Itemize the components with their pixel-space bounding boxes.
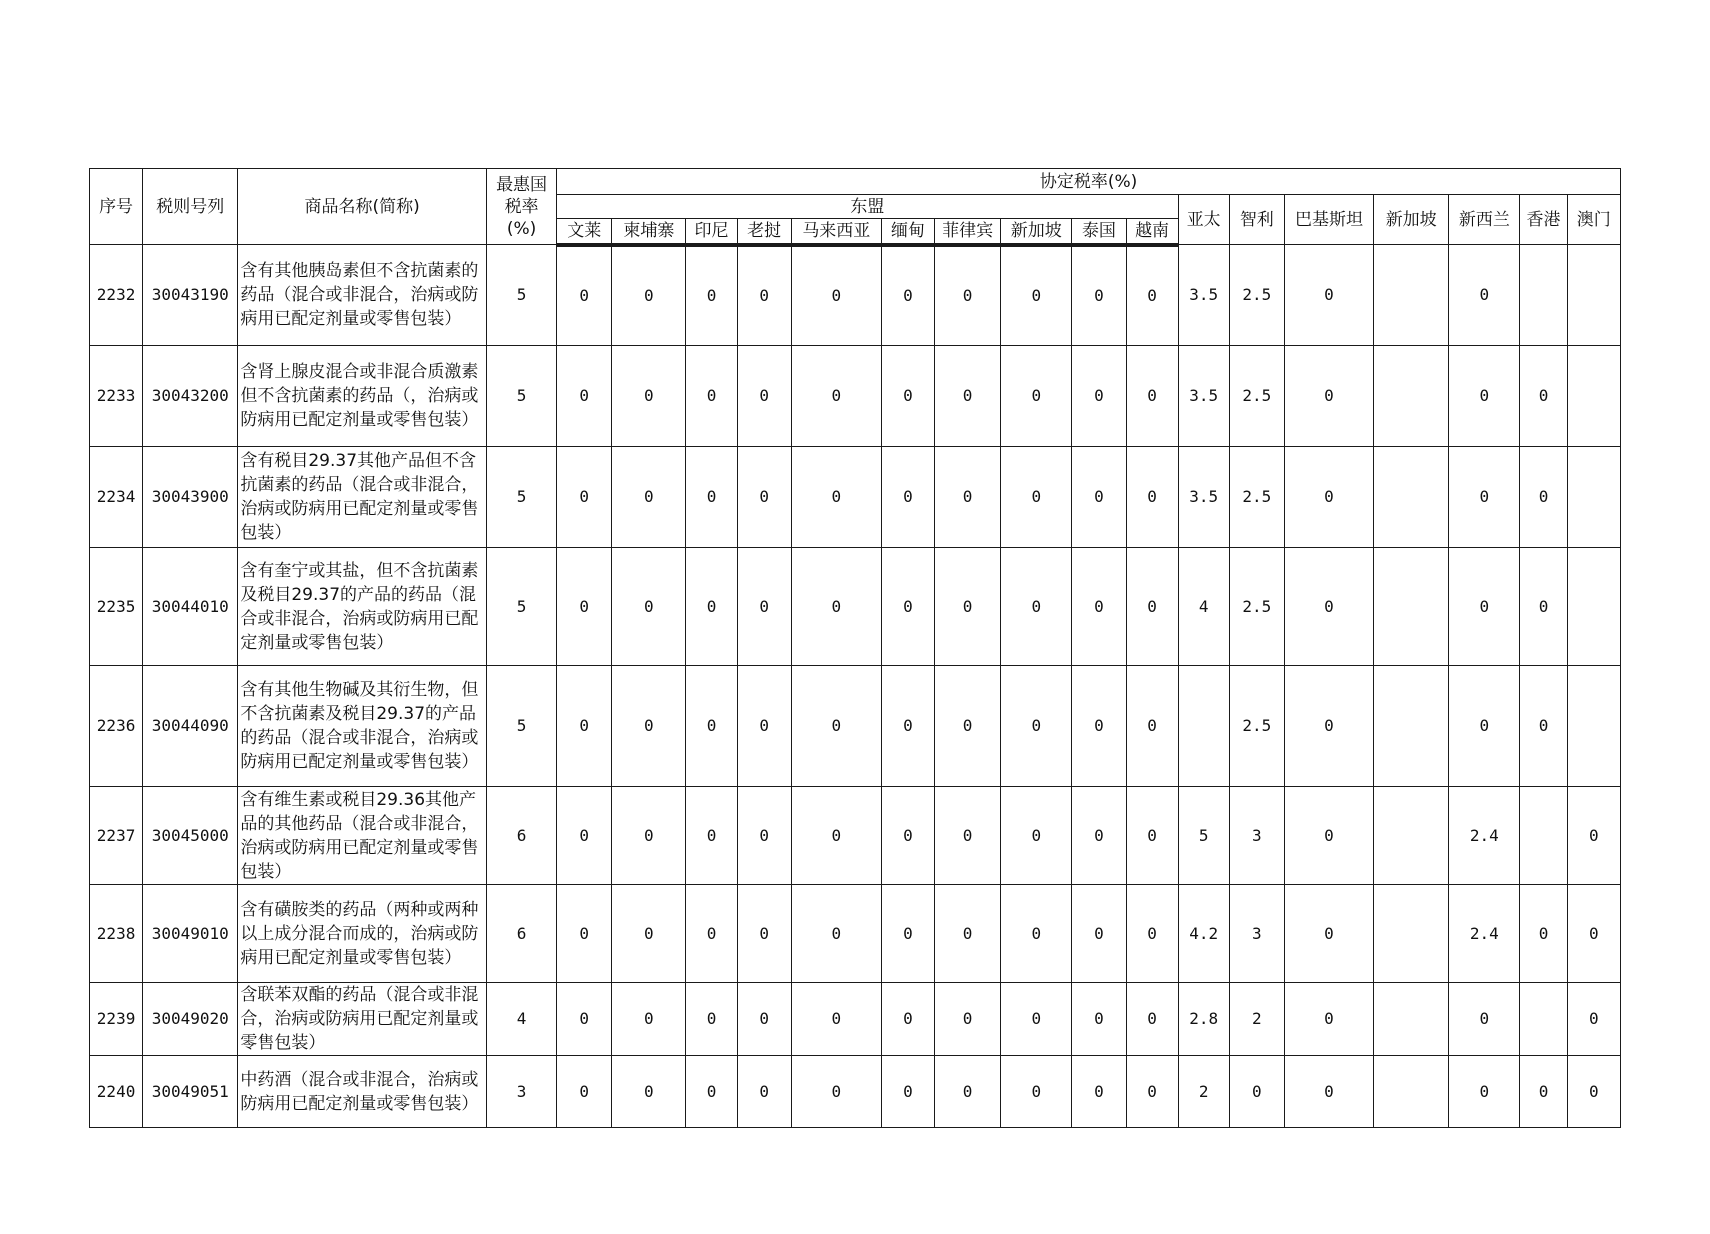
row-name: 含有其他胰岛素但不含抗菌素的药品（混合或非混合，治病或防病用已配定剂量或零售包装） <box>238 245 487 346</box>
row-other-rate: 0 <box>1520 346 1567 447</box>
row-asean-rate: 0 <box>612 787 686 885</box>
row-tariff-code: 30049020 <box>143 983 238 1056</box>
row-asean-rate: 0 <box>935 245 1001 346</box>
row-other-rate: 0 <box>1520 447 1567 548</box>
row-other-rate: 2 <box>1178 1056 1229 1128</box>
row-seq: 2232 <box>90 245 143 346</box>
row-asean-rate: 0 <box>881 885 934 983</box>
row-asean-rate: 0 <box>791 447 881 548</box>
row-seq: 2235 <box>90 548 143 666</box>
row-name: 含肾上腺皮混合或非混合质激素但不含抗菌素的药品（，治病或防病用已配定剂量或零售包装） <box>238 346 487 447</box>
row-asean-rate: 0 <box>686 1056 737 1128</box>
row-asean-rate: 0 <box>1126 885 1178 983</box>
row-asean-rate: 0 <box>1126 983 1178 1056</box>
row-other-rate: 0 <box>1567 787 1620 885</box>
row-asean-rate: 0 <box>1072 245 1126 346</box>
row-asean-rate: 0 <box>935 983 1001 1056</box>
row-asean-rate: 0 <box>1072 548 1126 666</box>
header-other: 智利 <box>1229 195 1284 245</box>
row-other-rate: 2.4 <box>1449 787 1520 885</box>
table-row <box>90 1056 1621 1128</box>
header-asean-country: 文莱 <box>557 219 612 245</box>
table-row <box>90 245 1621 346</box>
row-asean-rate: 0 <box>881 245 934 346</box>
row-other-rate: 0 <box>1449 346 1520 447</box>
row-seq: 2237 <box>90 787 143 885</box>
row-asean-rate: 0 <box>737 983 791 1056</box>
row-other-rate <box>1374 983 1449 1056</box>
header-agreement: 协定税率(%) <box>557 169 1621 195</box>
header-asean-country: 越南 <box>1126 219 1178 245</box>
header-asean: 东盟 <box>557 195 1178 219</box>
row-other-rate: 2.4 <box>1449 885 1520 983</box>
row-mfn-rate: 6 <box>486 885 556 983</box>
row-other-rate: 0 <box>1449 983 1520 1056</box>
row-asean-rate: 0 <box>686 245 737 346</box>
row-other-rate <box>1374 346 1449 447</box>
row-asean-rate: 0 <box>791 1056 881 1128</box>
row-other-rate: 0 <box>1284 885 1373 983</box>
row-asean-rate: 0 <box>1126 447 1178 548</box>
header-other: 巴基斯坦 <box>1284 195 1373 245</box>
row-asean-rate: 0 <box>612 666 686 787</box>
header-asean-country: 老挝 <box>737 219 791 245</box>
header-other: 新西兰 <box>1449 195 1520 245</box>
row-asean-rate: 0 <box>1072 885 1126 983</box>
row-name: 含有磺胺类的药品（两种或两种以上成分混合而成的，治病或防病用已配定剂量或零售包装） <box>238 885 487 983</box>
row-asean-rate: 0 <box>737 1056 791 1128</box>
row-mfn-rate: 3 <box>486 1056 556 1128</box>
row-other-rate <box>1567 666 1620 787</box>
row-mfn-rate: 5 <box>486 245 556 346</box>
row-asean-rate: 0 <box>791 548 881 666</box>
row-asean-rate: 0 <box>612 245 686 346</box>
table-row <box>90 885 1621 983</box>
row-mfn-rate: 5 <box>486 346 556 447</box>
header-other: 新加坡 <box>1374 195 1449 245</box>
row-asean-rate: 0 <box>1001 1056 1072 1128</box>
table-row <box>90 447 1621 548</box>
row-other-rate <box>1567 548 1620 666</box>
row-asean-rate: 0 <box>557 787 612 885</box>
row-other-rate: 0 <box>1449 1056 1520 1128</box>
table-header <box>90 169 1621 245</box>
row-other-rate: 2.5 <box>1229 245 1284 346</box>
row-other-rate <box>1520 787 1567 885</box>
row-asean-rate: 0 <box>557 666 612 787</box>
row-other-rate <box>1374 447 1449 548</box>
row-other-rate <box>1567 245 1620 346</box>
header-asean-country: 柬埔寨 <box>612 219 686 245</box>
header-asean-country: 马来西亚 <box>791 219 881 245</box>
row-other-rate: 0 <box>1520 548 1567 666</box>
row-asean-rate: 0 <box>1126 787 1178 885</box>
row-asean-rate: 0 <box>881 346 934 447</box>
row-other-rate: 2.5 <box>1229 548 1284 666</box>
header-other: 亚太 <box>1178 195 1229 245</box>
row-other-rate: 4.2 <box>1178 885 1229 983</box>
row-other-rate: 5 <box>1178 787 1229 885</box>
row-asean-rate: 0 <box>791 346 881 447</box>
table-row <box>90 346 1621 447</box>
row-asean-rate: 0 <box>1001 787 1072 885</box>
table-row <box>90 666 1621 787</box>
header-seq: 序号 <box>90 169 143 245</box>
row-asean-rate: 0 <box>557 245 612 346</box>
row-tariff-code: 30043200 <box>143 346 238 447</box>
row-other-rate: 0 <box>1284 346 1373 447</box>
row-asean-rate: 0 <box>686 787 737 885</box>
row-seq: 2238 <box>90 885 143 983</box>
row-asean-rate: 0 <box>791 983 881 1056</box>
row-tariff-code: 30043190 <box>143 245 238 346</box>
row-asean-rate: 0 <box>881 447 934 548</box>
row-other-rate: 0 <box>1284 548 1373 666</box>
header-asean-country: 菲律宾 <box>935 219 1001 245</box>
header-asean-country: 印尼 <box>686 219 737 245</box>
row-seq: 2234 <box>90 447 143 548</box>
row-asean-rate: 0 <box>557 983 612 1056</box>
row-mfn-rate: 4 <box>486 983 556 1056</box>
row-asean-rate: 0 <box>737 548 791 666</box>
row-other-rate: 3.5 <box>1178 245 1229 346</box>
row-asean-rate: 0 <box>686 885 737 983</box>
header-mfn: 最惠国税率(%) <box>486 169 556 245</box>
row-other-rate: 0 <box>1284 1056 1373 1128</box>
row-seq: 2240 <box>90 1056 143 1128</box>
row-asean-rate: 0 <box>737 346 791 447</box>
row-asean-rate: 0 <box>557 447 612 548</box>
row-asean-rate: 0 <box>686 346 737 447</box>
row-other-rate <box>1567 346 1620 447</box>
row-asean-rate: 0 <box>881 787 934 885</box>
row-asean-rate: 0 <box>737 245 791 346</box>
header-asean-country: 新加坡 <box>1001 219 1072 245</box>
row-asean-rate: 0 <box>1072 447 1126 548</box>
row-asean-rate: 0 <box>935 666 1001 787</box>
row-asean-rate: 0 <box>935 787 1001 885</box>
row-asean-rate: 0 <box>935 1056 1001 1128</box>
row-asean-rate: 0 <box>935 346 1001 447</box>
row-asean-rate: 0 <box>557 548 612 666</box>
row-asean-rate: 0 <box>612 885 686 983</box>
row-asean-rate: 0 <box>791 245 881 346</box>
row-asean-rate: 0 <box>881 1056 934 1128</box>
row-name: 含有税目29.37其他产品但不含抗菌素的药品（混合或非混合，治病或防病用已配定剂量或零售包装） <box>238 447 487 548</box>
row-other-rate: 0 <box>1567 983 1620 1056</box>
row-other-rate: 3 <box>1229 787 1284 885</box>
row-asean-rate: 0 <box>737 885 791 983</box>
row-other-rate <box>1567 447 1620 548</box>
row-asean-rate: 0 <box>791 787 881 885</box>
row-name: 含有奎宁或其盐，但不含抗菌素及税目29.37的产品的药品（混合或非混合，治病或防病用已配定剂量或零售包装） <box>238 548 487 666</box>
header-other: 澳门 <box>1567 195 1620 245</box>
row-name: 中药酒（混合或非混合，治病或防病用已配定剂量或零售包装） <box>238 1056 487 1128</box>
row-tariff-code: 30049010 <box>143 885 238 983</box>
row-seq: 2239 <box>90 983 143 1056</box>
row-other-rate: 2.5 <box>1229 666 1284 787</box>
row-other-rate: 0 <box>1567 1056 1620 1128</box>
row-other-rate: 2 <box>1229 983 1284 1056</box>
row-other-rate: 2.5 <box>1229 447 1284 548</box>
row-asean-rate: 0 <box>612 346 686 447</box>
row-asean-rate: 0 <box>935 447 1001 548</box>
row-asean-rate: 0 <box>686 666 737 787</box>
row-asean-rate: 0 <box>612 983 686 1056</box>
header-asean-country: 缅甸 <box>881 219 934 245</box>
row-asean-rate: 0 <box>686 983 737 1056</box>
row-asean-rate: 0 <box>612 548 686 666</box>
row-asean-rate: 0 <box>1072 346 1126 447</box>
row-asean-rate: 0 <box>612 1056 686 1128</box>
row-asean-rate: 0 <box>1001 548 1072 666</box>
row-other-rate: 0 <box>1520 885 1567 983</box>
row-other-rate: 0 <box>1449 548 1520 666</box>
row-other-rate: 0 <box>1284 983 1373 1056</box>
row-other-rate: 0 <box>1567 885 1620 983</box>
row-asean-rate: 0 <box>557 1056 612 1128</box>
header-asean-country: 泰国 <box>1072 219 1126 245</box>
row-other-rate <box>1520 245 1567 346</box>
row-asean-rate: 0 <box>1126 1056 1178 1128</box>
row-asean-rate: 0 <box>1126 346 1178 447</box>
table-row <box>90 548 1621 666</box>
row-asean-rate: 0 <box>1001 245 1072 346</box>
row-tariff-code: 30043900 <box>143 447 238 548</box>
row-asean-rate: 0 <box>881 983 934 1056</box>
row-name: 含有维生素或税目29.36其他产品的其他药品（混合或非混合，治病或防病用已配定剂量或零售包装） <box>238 787 487 885</box>
row-asean-rate: 0 <box>1126 245 1178 346</box>
row-asean-rate: 0 <box>1072 983 1126 1056</box>
table-row <box>90 787 1621 885</box>
row-mfn-rate: 5 <box>486 447 556 548</box>
header-other: 香港 <box>1520 195 1567 245</box>
row-other-rate: 3.5 <box>1178 447 1229 548</box>
row-asean-rate: 0 <box>1001 346 1072 447</box>
row-other-rate: 0 <box>1284 447 1373 548</box>
header-name: 商品名称(简称) <box>238 169 487 245</box>
row-tariff-code: 30044010 <box>143 548 238 666</box>
row-asean-rate: 0 <box>737 447 791 548</box>
row-other-rate <box>1374 245 1449 346</box>
table-row <box>90 983 1621 1056</box>
row-other-rate: 2.5 <box>1229 346 1284 447</box>
row-tariff-code: 30049051 <box>143 1056 238 1128</box>
row-name: 含联苯双酯的药品（混合或非混合，治病或防病用已配定剂量或零售包装） <box>238 983 487 1056</box>
row-other-rate: 0 <box>1520 666 1567 787</box>
row-mfn-rate: 5 <box>486 666 556 787</box>
row-asean-rate: 0 <box>686 548 737 666</box>
row-asean-rate: 0 <box>686 447 737 548</box>
row-other-rate <box>1374 787 1449 885</box>
row-asean-rate: 0 <box>737 666 791 787</box>
row-asean-rate: 0 <box>791 666 881 787</box>
row-seq: 2233 <box>90 346 143 447</box>
row-asean-rate: 0 <box>935 885 1001 983</box>
row-asean-rate: 0 <box>881 548 934 666</box>
row-tariff-code: 30045000 <box>143 787 238 885</box>
row-asean-rate: 0 <box>1001 983 1072 1056</box>
row-asean-rate: 0 <box>1072 787 1126 885</box>
row-other-rate: 0 <box>1284 666 1373 787</box>
row-asean-rate: 0 <box>612 447 686 548</box>
row-other-rate: 0 <box>1229 1056 1284 1128</box>
row-asean-rate: 0 <box>557 346 612 447</box>
row-other-rate: 3.5 <box>1178 346 1229 447</box>
row-other-rate: 4 <box>1178 548 1229 666</box>
row-other-rate: 0 <box>1284 245 1373 346</box>
row-other-rate: 0 <box>1284 787 1373 885</box>
row-asean-rate: 0 <box>1126 666 1178 787</box>
table-body <box>90 245 1621 1128</box>
row-other-rate <box>1374 885 1449 983</box>
row-other-rate: 0 <box>1449 447 1520 548</box>
row-other-rate <box>1374 666 1449 787</box>
row-name: 含有其他生物碱及其衍生物，但不含抗菌素及税目29.37的产品的药品（混合或非混合，治病或防病用已配定剂量或零售包装） <box>238 666 487 787</box>
row-other-rate <box>1520 983 1567 1056</box>
header-tariff-code: 税则号列 <box>143 169 238 245</box>
row-asean-rate: 0 <box>737 787 791 885</box>
row-mfn-rate: 6 <box>486 787 556 885</box>
row-asean-rate: 0 <box>1001 666 1072 787</box>
row-asean-rate: 0 <box>791 885 881 983</box>
row-other-rate <box>1178 666 1229 787</box>
row-asean-rate: 0 <box>1072 666 1126 787</box>
row-other-rate: 0 <box>1520 1056 1567 1128</box>
row-other-rate: 0 <box>1449 245 1520 346</box>
row-other-rate <box>1374 548 1449 666</box>
row-other-rate: 2.8 <box>1178 983 1229 1056</box>
row-other-rate: 3 <box>1229 885 1284 983</box>
row-asean-rate: 0 <box>1001 885 1072 983</box>
row-asean-rate: 0 <box>1072 1056 1126 1128</box>
row-other-rate: 0 <box>1449 666 1520 787</box>
row-seq: 2236 <box>90 666 143 787</box>
row-asean-rate: 0 <box>881 666 934 787</box>
tariff-rate-table <box>89 168 1621 1128</box>
row-asean-rate: 0 <box>1001 447 1072 548</box>
row-mfn-rate: 5 <box>486 548 556 666</box>
row-asean-rate: 0 <box>557 885 612 983</box>
row-other-rate <box>1374 1056 1449 1128</box>
row-tariff-code: 30044090 <box>143 666 238 787</box>
row-asean-rate: 0 <box>1126 548 1178 666</box>
row-asean-rate: 0 <box>935 548 1001 666</box>
